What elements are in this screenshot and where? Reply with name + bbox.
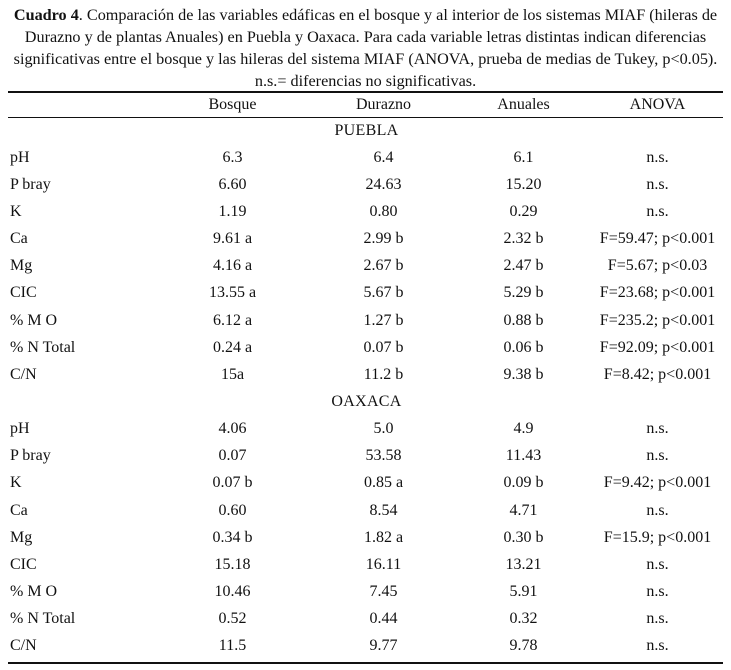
cell-anuales: 5.29 b xyxy=(503,284,544,302)
table-row xyxy=(8,144,725,171)
cell-variable: Ca xyxy=(10,230,28,248)
cell-anuales: 4.9 xyxy=(513,420,534,438)
cell-bosque: 15a xyxy=(220,365,245,383)
header-variable xyxy=(8,93,155,117)
cell-variable: % N Total xyxy=(10,338,76,356)
cell-anova: n.s. xyxy=(646,148,669,166)
caption-text: . Comparación de las variables edáficas en el bosque y al interior de los sistemas MIAF (hileras de Durazno y de plantas Anuales) en Puebla y Oaxaca. Para cada variable letras distintas indican diferencias significativas entre el bosque y las hileras del sistema MIAF (ANOVA, prueba de medias de Tukey, p<0.05). n.s.= diferencias no significativas. xyxy=(13,6,718,90)
table-header-row xyxy=(8,93,725,117)
cell-durazno: 0.07 b xyxy=(363,338,404,356)
cell-variable: CIC xyxy=(10,284,37,302)
cell-anuales: 13.21 xyxy=(505,555,542,573)
cell-variable: % N Total xyxy=(10,610,76,628)
table-row xyxy=(8,551,725,578)
cell-bosque: 0.60 xyxy=(218,501,247,519)
cell-variable: P bray xyxy=(10,447,51,465)
header-durazno: Durazno xyxy=(355,96,412,113)
cell-bosque: 0.07 b xyxy=(212,474,253,492)
cell-anuales: 2.47 b xyxy=(503,257,544,275)
cell-variable: Ca xyxy=(10,501,28,519)
cell-variable: Mg xyxy=(10,528,33,546)
cell-anova: n.s. xyxy=(646,637,669,655)
cell-durazno: 9.77 xyxy=(369,637,398,655)
cell-bosque: 6.3 xyxy=(222,148,243,166)
cell-anova: F=9.42; p<0.001 xyxy=(603,474,712,492)
table-row xyxy=(8,524,725,551)
cell-anuales: 6.1 xyxy=(513,148,534,166)
table-row xyxy=(8,470,725,497)
cell-anova: n.s. xyxy=(646,555,669,573)
caption-label: Cuadro 4 xyxy=(13,6,79,24)
cell-anova: n.s. xyxy=(646,610,669,628)
table-row xyxy=(8,253,725,280)
cell-durazno: 11.2 b xyxy=(363,365,404,383)
cell-anova: F=23.68; p<0.001 xyxy=(599,284,716,302)
cell-durazno: 5.0 xyxy=(373,420,394,438)
cell-bosque: 13.55 a xyxy=(208,284,257,302)
table-row xyxy=(8,633,725,660)
cell-variable: C/N xyxy=(10,637,37,655)
cell-anuales: 15.20 xyxy=(505,175,542,193)
cell-durazno: 5.67 b xyxy=(363,284,404,302)
cell-anova: F=235.2; p<0.001 xyxy=(599,311,716,329)
cell-variable: pH xyxy=(10,148,30,166)
table-row xyxy=(8,497,725,524)
cell-durazno: 53.58 xyxy=(365,447,402,465)
cell-durazno: 0.85 a xyxy=(363,474,404,492)
table-row xyxy=(8,416,725,443)
table-row xyxy=(8,334,725,361)
cell-bosque: 0.52 xyxy=(218,610,247,628)
cell-anuales: 9.78 xyxy=(509,637,538,655)
header-bosque: Bosque xyxy=(208,96,257,113)
cell-bosque: 15.18 xyxy=(214,555,251,573)
soil-variables-table xyxy=(8,93,725,660)
cell-anova: n.s. xyxy=(646,447,669,465)
cell-durazno: 2.67 b xyxy=(363,257,404,275)
cell-anova: n.s. xyxy=(646,202,669,220)
section-title: PUEBLA xyxy=(334,121,399,139)
cell-variable: pH xyxy=(10,420,30,438)
cell-anuales: 0.06 b xyxy=(503,338,544,356)
cell-durazno: 2.99 b xyxy=(363,230,404,248)
cell-durazno: 7.45 xyxy=(369,582,398,600)
cell-bosque: 4.16 a xyxy=(212,257,253,275)
cell-anova: F=5.67; p<0.03 xyxy=(607,257,708,275)
cell-bosque: 1.19 xyxy=(218,202,247,220)
cell-bosque: 4.06 xyxy=(218,420,247,438)
cell-anuales: 0.09 b xyxy=(503,474,544,492)
cell-variable: K xyxy=(10,202,22,220)
table-row xyxy=(8,198,725,225)
table-row xyxy=(8,171,725,198)
cell-anova: n.s. xyxy=(646,582,669,600)
cell-anuales: 9.38 b xyxy=(503,365,544,383)
cell-anova: n.s. xyxy=(646,501,669,519)
cell-anuales: 5.91 xyxy=(509,582,538,600)
cell-bosque: 9.61 a xyxy=(212,230,253,248)
section-row xyxy=(8,117,725,144)
cell-bosque: 0.07 xyxy=(218,447,247,465)
cell-bosque: 11.5 xyxy=(218,637,247,655)
table-caption xyxy=(8,4,723,92)
cell-anuales: 0.88 b xyxy=(503,311,544,329)
cell-anova: n.s. xyxy=(646,420,669,438)
cell-variable: C/N xyxy=(10,365,37,383)
table-row xyxy=(8,443,725,470)
table-row xyxy=(8,226,725,253)
cell-anova: n.s. xyxy=(646,175,669,193)
cell-durazno: 0.80 xyxy=(369,202,398,220)
section-row xyxy=(8,388,725,415)
cell-anova: F=15.9; p<0.001 xyxy=(603,528,712,546)
cell-durazno: 6.4 xyxy=(373,148,394,166)
cell-durazno: 16.11 xyxy=(365,555,402,573)
cell-variable: Mg xyxy=(10,257,33,275)
cell-durazno: 0.44 xyxy=(369,610,398,628)
table-bottom-rule xyxy=(8,662,723,664)
cell-bosque: 10.46 xyxy=(214,582,251,600)
cell-anuales: 4.71 xyxy=(509,501,538,519)
cell-variable: P bray xyxy=(10,175,51,193)
cell-bosque: 0.34 b xyxy=(212,528,253,546)
table-row xyxy=(8,307,725,334)
header-anova: ANOVA xyxy=(629,96,686,113)
table-row xyxy=(8,606,725,633)
cell-anuales: 2.32 b xyxy=(503,230,544,248)
cell-bosque: 6.12 a xyxy=(212,311,253,329)
cell-durazno: 1.27 b xyxy=(363,311,404,329)
cell-anuales: 0.32 xyxy=(509,610,538,628)
cell-bosque: 0.24 a xyxy=(212,338,253,356)
cell-anuales: 0.29 xyxy=(509,202,538,220)
cell-variable: % M O xyxy=(10,582,58,600)
table-body xyxy=(8,117,725,660)
cell-durazno: 1.82 a xyxy=(363,528,404,546)
cell-anuales: 11.43 xyxy=(505,447,542,465)
cell-anuales: 0.30 b xyxy=(503,528,544,546)
cell-durazno: 24.63 xyxy=(365,175,402,193)
table-row xyxy=(8,361,725,388)
cell-bosque: 6.60 xyxy=(218,175,247,193)
cell-anova: F=59.47; p<0.001 xyxy=(599,230,716,248)
table-row xyxy=(8,280,725,307)
cell-anova: F=92.09; p<0.001 xyxy=(599,338,716,356)
cell-variable: % M O xyxy=(10,311,58,329)
cell-variable: K xyxy=(10,474,22,492)
cell-durazno: 8.54 xyxy=(369,501,398,519)
cell-variable: CIC xyxy=(10,555,37,573)
table-row xyxy=(8,578,725,605)
section-title: OAXACA xyxy=(331,392,402,410)
header-anuales: Anuales xyxy=(497,96,550,113)
cell-anova: F=8.42; p<0.001 xyxy=(603,365,712,383)
